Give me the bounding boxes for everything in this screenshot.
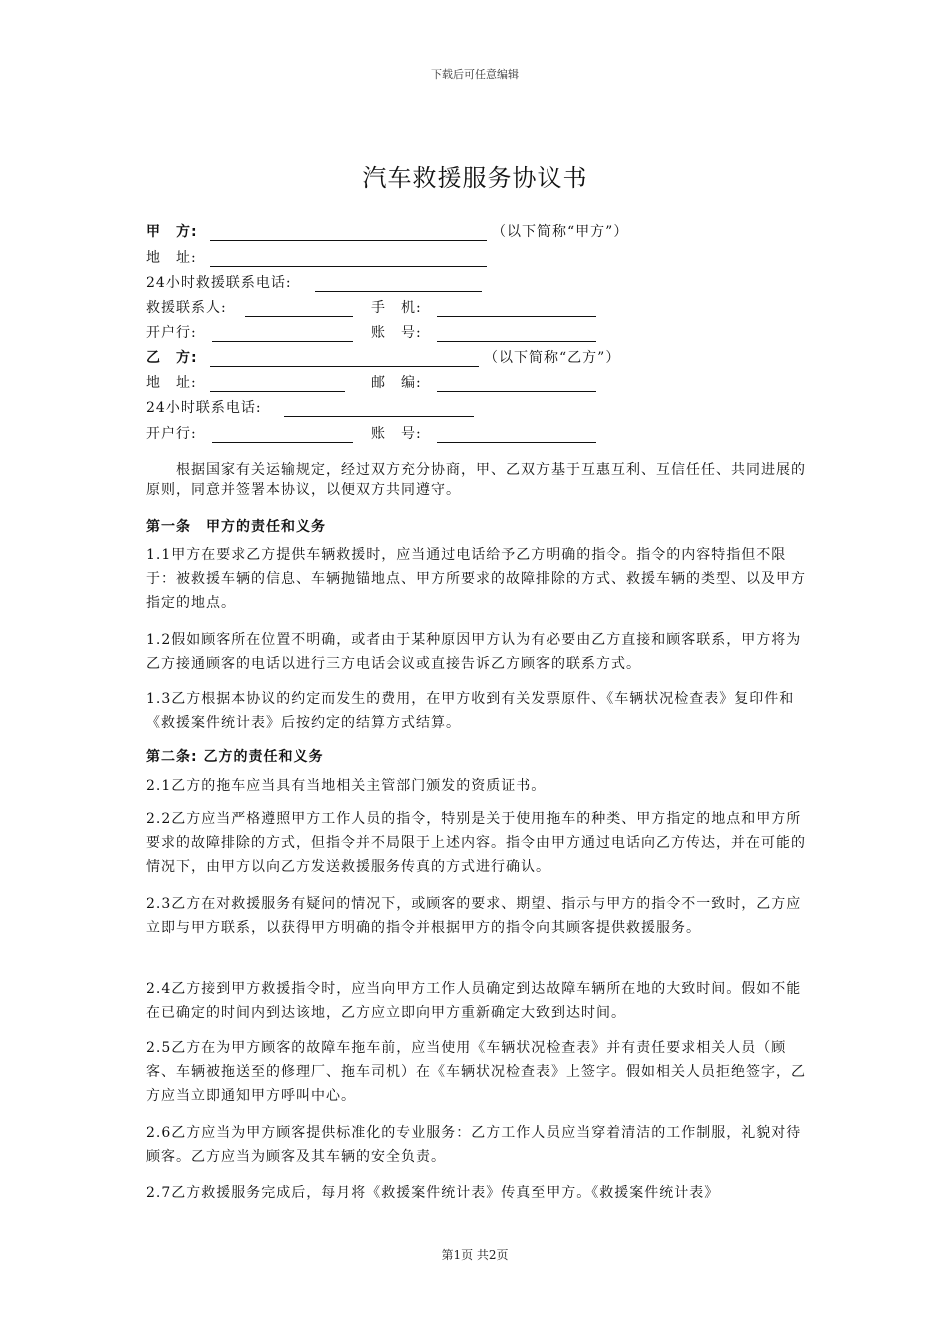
party-a-label: 甲 方: — [146, 224, 198, 240]
address-a-field[interactable] — [210, 266, 487, 267]
address-a-label: 地 址: — [146, 250, 197, 266]
account-b-label: 账 号: — [371, 426, 422, 442]
intro-paragraph: 根据国家有关运输规定，经过双方充分协商，甲、乙双方基于互惠互利、互信任任、共同进展的原则，同意并签署本协议，以便双方共同遵守。 — [146, 462, 806, 498]
bank-b-field[interactable] — [212, 442, 353, 443]
article-2-5: 2.5乙方在为甲方顾客的故障车拖车前，应当使用《车辆状况检查表》并有责任要求相关人员（顾客、车辆被拖送至的修理厂、拖车司机）在《车辆状况检查表》上签字。假如相关人员拒绝签字，乙方应当立即通知甲方呼叫中心。 — [146, 1040, 806, 1104]
contact-field[interactable] — [245, 316, 353, 317]
article-1-3: 1.3乙方根据本协议的约定而发生的费用，在甲方收到有关发票原件、《车辆状况检查表》复印件和《救援案件统计表》后按约定的结算方式结算。 — [146, 691, 795, 731]
address-b-field[interactable] — [210, 391, 345, 392]
bank-b-label: 开户行: — [146, 426, 197, 442]
party-b-field[interactable] — [210, 366, 479, 367]
article-2-2: 2.2乙方应当严格遵照甲方工作人员的指令，特别是关于使用拖车的种类、甲方指定的地点和甲方所要求的故障排除的方式，但指令并不局限于上述内容。指令由甲方通过电话向乙方传达，并在可能的情况下，由甲方以向乙方发送救援服务传真的方式进行确认。 — [146, 811, 806, 875]
phone-b-label: 24小时联系电话: — [146, 400, 262, 416]
page-number: 第1页 共2页 — [441, 1248, 509, 1262]
article-1-2: 1.2假如顾客所在位置不明确，或者由于某种原因甲方认为有必要由乙方直接和顾客联系，甲方将为乙方接通顾客的电话以进行三方电话会议或直接告诉乙方顾客的联系方式。 — [146, 632, 802, 672]
article-2-4: 2.4乙方接到甲方救援指令时，应当向甲方工作人员确定到达故障车辆所在地的大致时间。假如不能在已确定的时间内到达该地，乙方应立即向甲方重新确定大致到达时间。 — [146, 981, 802, 1021]
page-header: 下载后可任意编辑 — [431, 68, 519, 81]
phone-a-label: 24小时救援联系电话: — [146, 275, 292, 291]
party-b-suffix: （以下简称“乙方”） — [484, 350, 621, 366]
account-a-field[interactable] — [437, 341, 596, 342]
address-b-label: 地 址: — [146, 375, 197, 391]
party-a-field[interactable] — [210, 240, 487, 241]
mobile-field[interactable] — [437, 316, 596, 317]
account-a-label: 账 号: — [371, 325, 422, 341]
contact-label: 救援联系人: — [146, 300, 227, 316]
article-1-1: 1.1甲方在要求乙方提供车辆救援时，应当通过电话给予乙方明确的指令。指令的内容特指但不限于：被救援车辆的信息、车辆抛锚地点、甲方所要求的故障排除的方式、救援车辆的类型、以及甲方指定的地点。 — [146, 547, 806, 611]
bank-a-field[interactable] — [212, 341, 353, 342]
postcode-field[interactable] — [437, 391, 596, 392]
postcode-label: 邮 编: — [371, 375, 422, 391]
mobile-label: 手 机: — [371, 300, 422, 316]
account-b-field[interactable] — [437, 442, 596, 443]
article-1-heading: 第一条 甲方的责任和义务 — [146, 519, 326, 535]
document-title: 汽车救援服务协议书 — [362, 164, 588, 192]
bank-a-label: 开户行: — [146, 325, 197, 341]
party-b-label: 乙 方: — [146, 350, 198, 366]
article-2-1: 2.1乙方的拖车应当具有当地相关主管部门颁发的资质证书。 — [146, 778, 547, 794]
article-2-7: 2.7乙方救援服务完成后，每月将《救援案件统计表》传真至甲方。《救援案件统计表》 — [146, 1185, 720, 1201]
article-2-heading: 第二条: 乙方的责任和义务 — [146, 749, 324, 765]
phone-b-field[interactable] — [284, 416, 474, 417]
article-2-3: 2.3乙方在对救援服务有疑问的情况下，或顾客的要求、期望、指示与甲方的指令不一致时，乙方应立即与甲方联系，以获得甲方明确的指令并根据甲方的指令向其顾客提供救援服务。 — [146, 896, 802, 936]
party-a-suffix: （以下简称“甲方”） — [492, 224, 629, 240]
phone-a-field[interactable] — [315, 291, 482, 292]
article-2-6: 2.6乙方应当为甲方顾客提供标准化的专业服务：乙方工作人员应当穿着清洁的工作制服，礼貌对待顾客。乙方应当为顾客及其车辆的安全负责。 — [146, 1125, 802, 1165]
